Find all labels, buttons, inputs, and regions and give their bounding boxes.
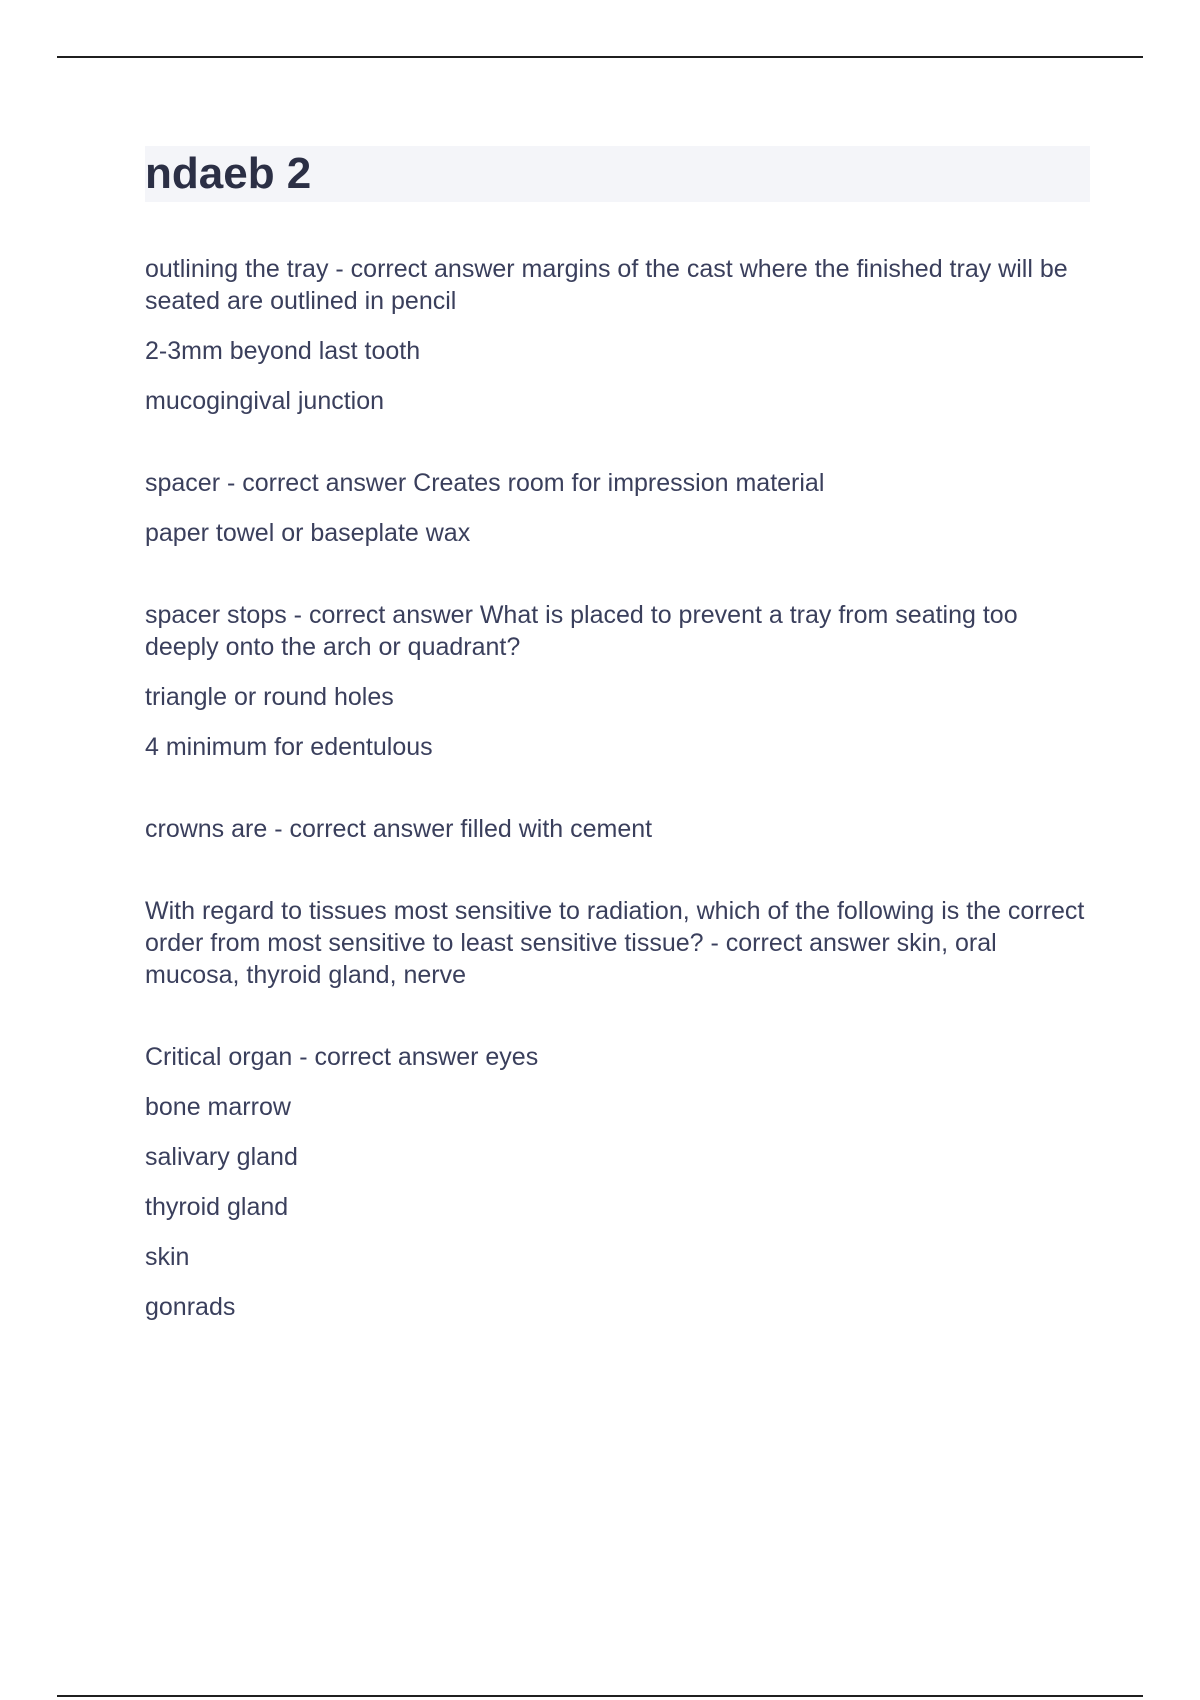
flashcard-answer-line: gonrads	[145, 1293, 236, 1321]
flashcard	[145, 895, 1090, 991]
flashcard	[145, 467, 1090, 549]
flashcard-question-answer: spacer stops - correct answer What is placed to prevent a tray from seating too deeply onto the arch or quadrant?	[145, 601, 1018, 661]
flashcard-question-answer: crowns are - correct answer filled with cement	[145, 815, 653, 843]
flashcard-answer-line: thyroid gland	[145, 1193, 289, 1221]
document-body	[145, 146, 1090, 1373]
flashcard-answer-line: 4 minimum for edentulous	[145, 733, 433, 761]
flashcard-question-answer: spacer - correct answer Creates room for impression material	[145, 469, 825, 497]
top-rule	[57, 56, 1143, 58]
flashcard-answer-line: bone marrow	[145, 1093, 291, 1121]
flashcard-answer-line: 2-3mm beyond last tooth	[145, 337, 421, 365]
flashcard-answer-line: mucogingival junction	[145, 387, 385, 415]
bottom-rule	[57, 1695, 1143, 1697]
flashcard-answer-line: paper towel or baseplate wax	[145, 519, 471, 547]
flashcard	[145, 599, 1090, 763]
flashcard-answer-line: skin	[145, 1243, 190, 1271]
flashcard-question-answer: outlining the tray - correct answer margins of the cast where the finished tray will be seated are outlined in pencil	[145, 255, 1068, 315]
flashcard-question-answer: With regard to tissues most sensitive to radiation, which of the following is the correct order from most sensitive to least sensitive tissue? - correct answer skin, oral mucosa, thyroid gland, nerve	[145, 897, 1085, 989]
flashcard	[145, 1041, 1090, 1323]
document-title: ndaeb 2	[145, 149, 312, 198]
flashcard-question-answer: Critical organ - correct answer eyes	[145, 1043, 539, 1071]
flashcard	[145, 813, 1090, 845]
flashcard-answer-line: triangle or round holes	[145, 683, 394, 711]
flashcard-answer-line: salivary gland	[145, 1143, 298, 1171]
flashcard	[145, 253, 1090, 417]
flashcard-list	[145, 253, 1090, 1323]
title-band	[145, 146, 1090, 202]
